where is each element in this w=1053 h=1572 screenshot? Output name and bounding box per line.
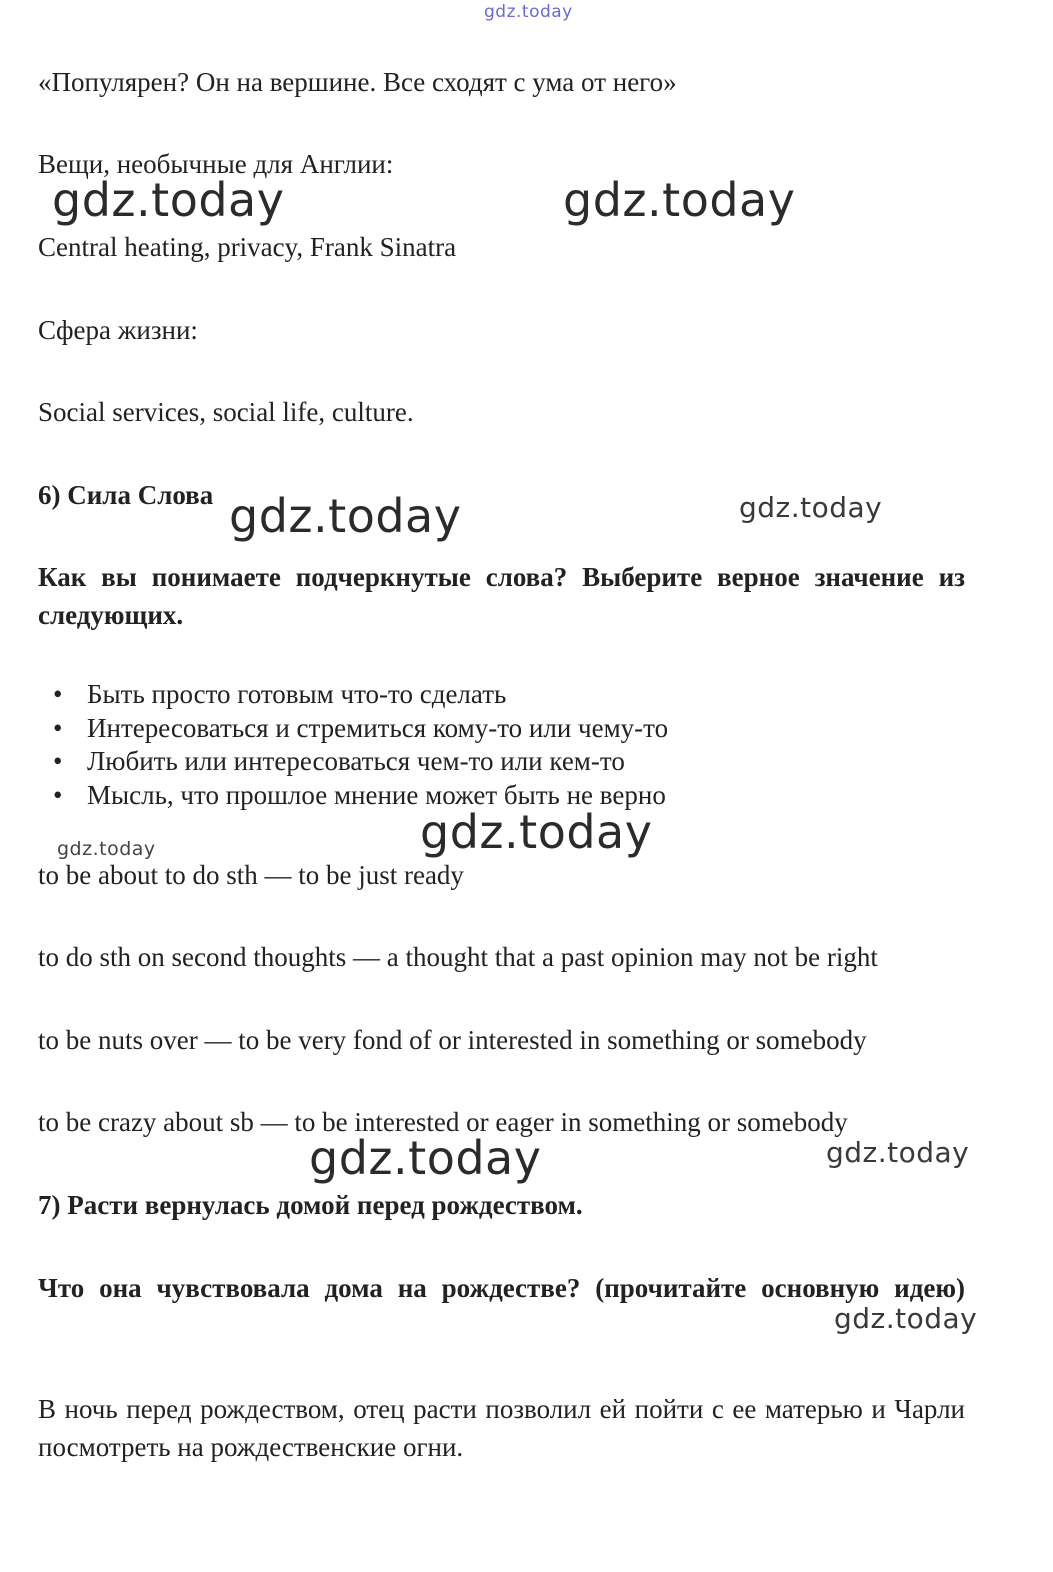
watermark-6: gdz.today bbox=[57, 838, 156, 860]
things-list: Central heating, privacy, Frank Sinatra bbox=[38, 232, 457, 262]
bullet-icon: • bbox=[53, 779, 63, 810]
watermark-5: gdz.today bbox=[420, 805, 653, 859]
section6-title: 6) Сила Слова bbox=[38, 480, 214, 510]
watermark-2: gdz.today bbox=[563, 173, 796, 227]
meanings-list bbox=[38, 678, 668, 812]
section7-title: 7) Расти вернулась домой перед рождеством. bbox=[38, 1190, 583, 1220]
watermark-top: gdz.today bbox=[484, 2, 573, 22]
bullet-icon: • bbox=[53, 679, 63, 709]
watermark-9: gdz.today bbox=[834, 1302, 978, 1335]
list-item-text: Интересоваться и стремиться кому-то или чему-то bbox=[87, 712, 669, 743]
list-item bbox=[38, 712, 668, 746]
definition-3: to be nuts over — to be very fond of or interested in something or somebody bbox=[38, 1025, 867, 1055]
definition-4: to be crazy about sb — to be interested or eager in something or somebody bbox=[38, 1107, 848, 1137]
watermark-7: gdz.today bbox=[309, 1131, 542, 1185]
quote-line: «Популярен? Он на вершине. Все сходят с ума от него» bbox=[38, 67, 677, 97]
watermark-4: gdz.today bbox=[739, 491, 883, 524]
list-item bbox=[38, 678, 668, 712]
section7-answer: В ночь перед рождеством, отец расти позволил ей пойти с ее матерью и Чарли посмотреть на рождественские огни. bbox=[38, 1394, 965, 1462]
list-item-text: Мысль, что прошлое мнение может быть не верно bbox=[87, 779, 666, 810]
things-heading: Вещи, необычные для Англии: bbox=[38, 149, 394, 179]
watermark-8: gdz.today bbox=[826, 1136, 970, 1169]
section6-question: Как вы понимаете подчеркнутые слова? Выберите верное значение из следующих. bbox=[38, 562, 965, 630]
section7-question: Что она чувствовала дома на рождестве? (прочитайте основную идею) bbox=[38, 1273, 965, 1303]
list-item-text: Быть просто готовым что-то сделать bbox=[87, 679, 507, 709]
list-item-text: Любить или интересоваться чем-то или кем-то bbox=[87, 746, 625, 776]
list-item bbox=[38, 745, 668, 779]
definition-2: to do sth on second thoughts — a thought that a past opinion may not be right bbox=[38, 942, 878, 972]
sphere-heading: Сфера жизни: bbox=[38, 315, 198, 345]
bullet-icon: • bbox=[53, 746, 63, 776]
list-item bbox=[38, 779, 668, 813]
definition-1: to be about to do sth — to be just ready bbox=[38, 860, 464, 890]
sphere-list: Social services, social life, culture. bbox=[38, 397, 414, 427]
bullet-icon: • bbox=[53, 712, 63, 743]
watermark-1: gdz.today bbox=[52, 173, 285, 227]
watermark-3: gdz.today bbox=[229, 489, 462, 543]
